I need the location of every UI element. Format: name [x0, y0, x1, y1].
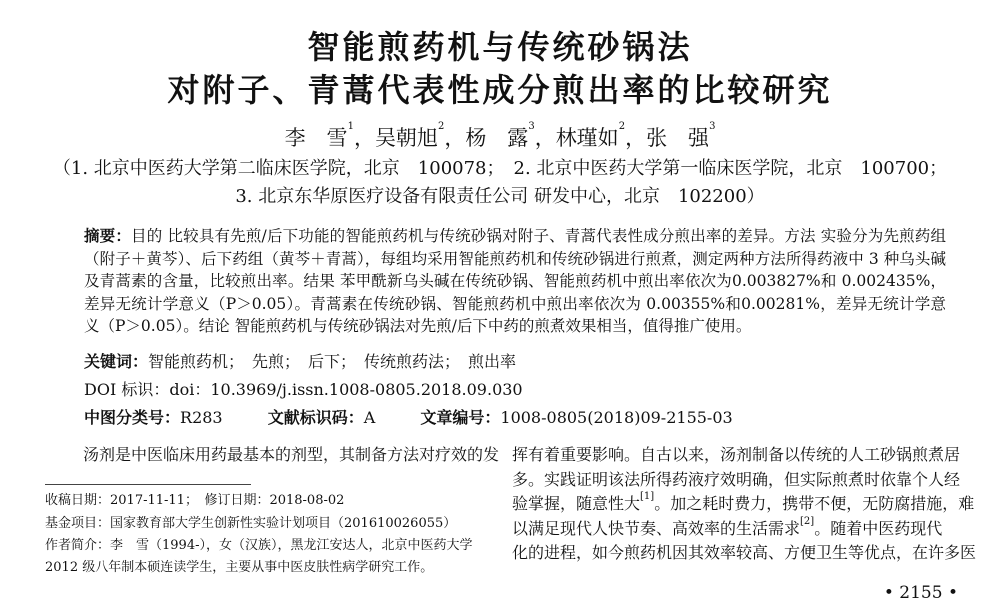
- author-affiliation-mark: 1: [347, 121, 354, 132]
- author-affiliation-mark: 3: [528, 121, 535, 132]
- citation-ref: [1]: [640, 491, 655, 502]
- affiliation-line-2: 3. 北京东华原医疗设备有限责任公司 研发中心，北京 102200）: [235, 186, 765, 207]
- doi-label: DOI 标识：: [84, 380, 170, 399]
- body-text: 验掌握，随意性大: [512, 494, 641, 513]
- author-affiliation-mark: 2: [437, 121, 445, 132]
- author-name: 林瑾如: [555, 126, 619, 150]
- author-affiliation-mark: 3: [709, 121, 716, 132]
- footnote-fund: 基金项目：国家教育部大学生创新性实验计划项目（201610026055）: [45, 516, 457, 531]
- body-line: [512, 492, 982, 517]
- author-separator: ，: [353, 126, 375, 150]
- body-line: [512, 517, 982, 542]
- doccode-label: 文献标识码：: [267, 408, 364, 427]
- doccode-value: A: [363, 408, 376, 427]
- left-column-text: 汤剂是中医临床用药最基本的剂型，其制备方法对疗效的发: [83, 445, 500, 464]
- abstract-text: 目的 比较具有先煎/后下功能的智能煎药机与传统砂锅对附子、青蒿代表性成分煎出率的差异。方法 实验分为先煎药组（附子＋黄芩）、后下药组（黄芩＋青蒿），每组均采用智能煎药机和传统砂锅进行煎煮，测定两种方法所得药液中 3 种乌头碱及青蒿素的含量，比较煎出率。结果 苯甲酰新乌头碱在传统砂锅、智能煎药机中煎出率依次为0.003827%和 0.002435%，差异无统计学意义（P＞0.05）。青蒿素在传统砂锅、智能煎药机中煎出率依次为 0.00355%和0.00281%，差异无统计学意义（P＞0.05）。结论 智能煎药机与传统砂锅法对先煎/后下中药的煎煮效果相当，值得推广使用。: [84, 227, 946, 335]
- article-number-label: 文章编号：: [420, 408, 501, 427]
- author-separator: ，: [625, 126, 647, 150]
- clc-label: 中图分类号：: [84, 408, 181, 427]
- author-name: 李 雪: [284, 126, 348, 150]
- article-number-value: 1008-0805(2018)09-2155-03: [500, 408, 733, 427]
- right-column-text: [512, 443, 982, 566]
- doi: [84, 377, 523, 400]
- doi-text: doi：10.3969/j.issn.1008-0805.2018.09.030: [169, 380, 523, 399]
- classification-row: [84, 405, 733, 428]
- author-name: 吴朝旭: [374, 126, 438, 150]
- clc-value: R283: [180, 408, 223, 427]
- author-name: 张 强: [646, 126, 710, 150]
- author-affiliation-mark: 2: [618, 121, 626, 132]
- keywords-text: 智能煎药机； 先煎； 后下； 传统煎药法； 煎出率: [148, 352, 517, 371]
- footnote-author-line-2: 2012 级八年制本硕连读学生，主要从事中医皮肤性病学研究工作。: [45, 560, 434, 575]
- body-text: 。加之耗时费力，携带不便，无防腐措施，难: [654, 494, 975, 513]
- author-name: 杨 露: [465, 126, 529, 150]
- abstract: [84, 225, 946, 338]
- footnote-divider: [45, 484, 251, 485]
- keywords: [84, 349, 516, 372]
- title-line-2: 对附子、青蒿代表性成分煎出率的比较研究: [167, 71, 833, 109]
- abstract-label: 摘要：: [84, 227, 132, 245]
- body-text: 。随着中医药现代: [814, 518, 943, 538]
- footnote-author-line-1: 作者简介：李 雪（1994-），女（汉族），黑龙江安达人，北京中医药大学: [45, 538, 473, 553]
- body-line: 挥有着重要影响。自古以来，汤剂制备以传统的人工砂锅煎煮居: [512, 445, 961, 464]
- author-list: [0, 122, 1000, 152]
- body-text: 以满足现代人快节奏、高效率的生活需求: [512, 518, 801, 538]
- footnote-dates: 收稿日期：2017-11-11； 修订日期：2018-08-02: [45, 493, 345, 508]
- author-separator: ，: [534, 126, 556, 150]
- body-line: 多。实践证明该法所得药液疗效明确，但实际煎煮时依靠个人经: [512, 469, 961, 489]
- page-number: • 2155 •: [883, 583, 958, 603]
- affiliation-line-1: （1. 北京中医药大学第二临床医学院，北京 100078； 2. 北京中医药大学第一临床医学院，北京 100700；: [52, 158, 948, 179]
- author-separator: ，: [444, 126, 466, 150]
- keywords-label: 关键词：: [84, 352, 149, 371]
- body-line: 化的进程，如今煎药机因其效率较高、方便卫生等优点，在许多医: [512, 543, 977, 562]
- citation-ref: [2]: [800, 515, 815, 527]
- title-line-1: 智能煎药机与传统砂锅法: [307, 28, 693, 66]
